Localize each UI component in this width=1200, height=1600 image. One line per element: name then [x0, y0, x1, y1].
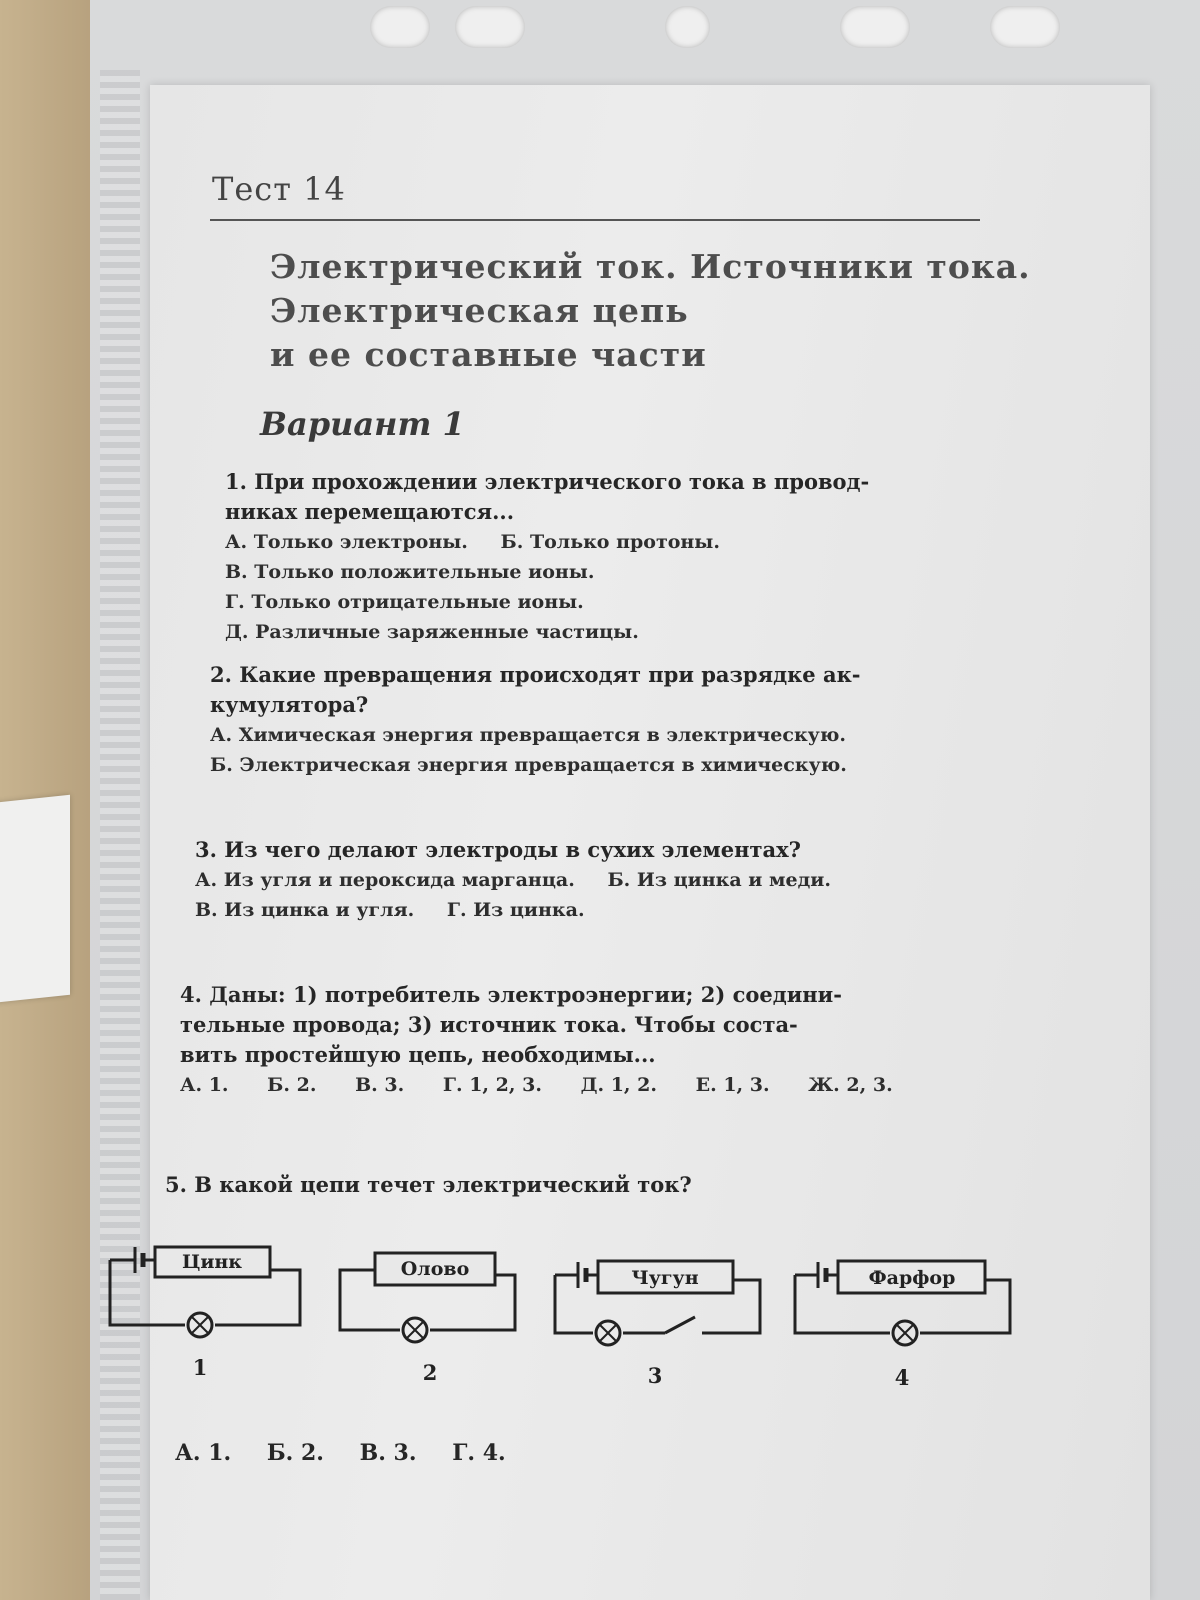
answer-option: Б. Из цинка и меди.	[607, 869, 831, 891]
question-text: 2. Какие превращения происходят при разрядке ак- кумулятора?	[210, 662, 861, 717]
punch-hole	[455, 6, 525, 48]
circuit-number: 1	[192, 1355, 208, 1380]
paper-note	[0, 795, 70, 1006]
question-text: 1. При прохождении электрического тока в провод- никах перемещаются...	[225, 469, 870, 524]
question-options	[210, 720, 1000, 780]
answer-option: Б. 2.	[266, 1440, 324, 1466]
question-text: 5. В какой цепи течет электрический ток?	[165, 1172, 692, 1197]
test-page	[150, 85, 1150, 1600]
circuit-material: Чугун	[631, 1267, 699, 1289]
punch-hole	[840, 6, 910, 48]
answer-option: Г. 4.	[452, 1440, 506, 1466]
question-text: 3. Из чего делают электроды в сухих элементах?	[195, 837, 801, 862]
answer-option: А. Только электроны.	[225, 531, 468, 553]
question-3	[195, 835, 1015, 925]
answer-option: А. Из угля и пероксида марганца.	[195, 869, 575, 891]
question-4	[180, 980, 1020, 1100]
answer-option: В. Только положительные ионы.	[225, 561, 595, 583]
circuit-number: 3	[647, 1363, 663, 1388]
answer-option: Ж. 2, 3.	[808, 1074, 893, 1096]
title-line: Электрическая цепь	[270, 291, 689, 330]
circuit-number: 4	[894, 1365, 910, 1390]
variant-label: Вариант 1	[260, 405, 465, 443]
circuit-material: Олово	[400, 1258, 470, 1280]
question-2	[210, 660, 1000, 780]
header-rule	[210, 219, 980, 221]
answer-option: Д. Различные заряженные частицы.	[225, 621, 639, 643]
question-5-options	[175, 1440, 534, 1466]
title-line: Электрический ток. Источники тока.	[270, 247, 1031, 286]
question-options	[195, 865, 1015, 925]
punch-hole	[665, 6, 710, 48]
answer-option: А. 1.	[180, 1074, 229, 1096]
circuit-material: Фарфор	[868, 1267, 956, 1289]
answer-option: Б. Только протоны.	[500, 531, 720, 553]
answer-option: В. 3.	[359, 1440, 417, 1466]
answer-option: Г. 1, 2, 3.	[442, 1074, 542, 1096]
test-label: Тест 14	[212, 170, 346, 208]
answer-option: Е. 1, 3.	[695, 1074, 770, 1096]
answer-option: А. 1.	[175, 1440, 232, 1466]
question-options	[180, 1070, 1020, 1100]
question-text: 4. Даны: 1) потребитель электроэнергии; 2) соедини- тельные провода; 3) источник тока. Чтобы соста- вить простейшую цепь, необходимы...	[180, 982, 842, 1067]
answer-option: А. Химическая энергия превращается в электрическую.	[210, 724, 846, 746]
answer-option: Г. Из цинка.	[446, 899, 585, 921]
circuit-number: 2	[422, 1360, 438, 1385]
answer-option: В. 3.	[355, 1074, 405, 1096]
circuit-diagrams	[90, 1225, 1090, 1425]
title-line: и ее составные части	[270, 335, 707, 374]
answer-option: Г. Только отрицательные ионы.	[225, 591, 584, 613]
switch-icon	[665, 1317, 695, 1333]
question-5	[165, 1170, 1005, 1200]
answer-option: Д. 1, 2.	[580, 1074, 657, 1096]
answer-option: Б. 2.	[267, 1074, 317, 1096]
answer-option: В. Из цинка и угля.	[195, 899, 415, 921]
question-options	[225, 527, 1005, 647]
page-title	[270, 245, 1031, 377]
punch-hole	[370, 6, 430, 48]
question-1	[225, 467, 1005, 647]
circuit-material: Цинк	[181, 1251, 243, 1273]
punch-hole	[990, 6, 1060, 48]
answer-option: Б. Электрическая энергия превращается в химическую.	[210, 754, 847, 776]
